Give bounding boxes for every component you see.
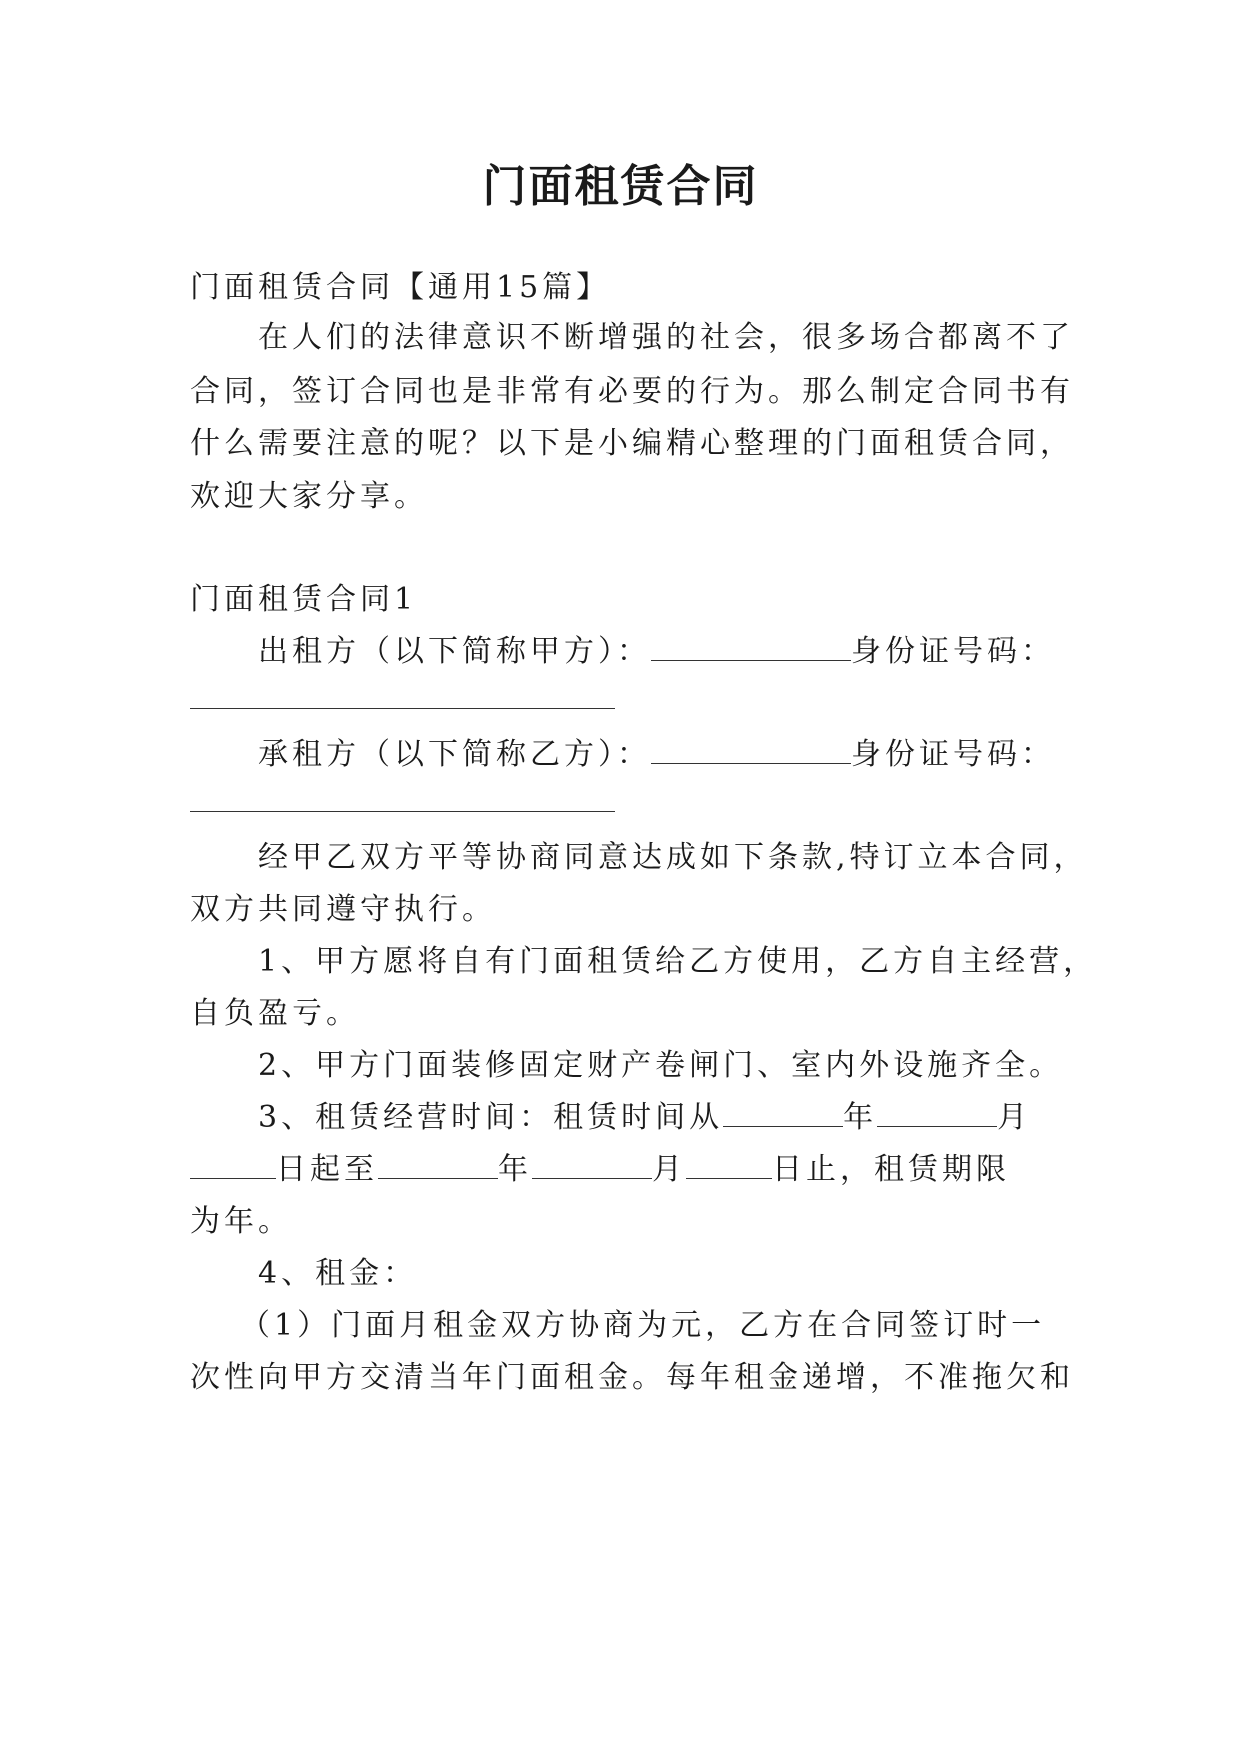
intro-line-3: 什么需要注意的呢？以下是小编精心整理的门面租赁合同， — [190, 426, 1074, 461]
intro-line-2: 合同，签订合同也是非常有必要的行为。那么制定合同书有 — [190, 374, 1074, 409]
intro-line-4: 欢迎大家分享。 — [190, 479, 428, 514]
document-title: 门面租赁合同 — [482, 161, 759, 212]
lessor-id-blank[interactable] — [190, 708, 615, 709]
clause-4-1-line-1: （1）门面月租金双方协商为元，乙方在合同签订时一 — [240, 1308, 1046, 1343]
lessee-label: 承租方（以下简称乙方）： — [258, 737, 651, 772]
end-day-blank[interactable] — [686, 1150, 772, 1179]
lessor-label: 出租方（以下简称甲方）： — [258, 634, 651, 669]
agreement-line-2: 双方共同遵守执行。 — [190, 892, 496, 927]
clause-3-line-3: 为年。 — [190, 1204, 292, 1239]
lessee-line — [258, 735, 1138, 775]
clause-3-line-1 — [258, 1098, 1138, 1138]
day-to-label: 日止，租赁期限 — [772, 1152, 1010, 1187]
month-label-2: 月 — [652, 1152, 686, 1187]
year-label-2: 年 — [498, 1152, 532, 1187]
end-month-blank[interactable] — [532, 1150, 652, 1179]
clause-4: 4、租金： — [258, 1256, 418, 1291]
start-year-blank[interactable] — [723, 1098, 843, 1127]
clause-2: 2、甲方门面装修固定财产卷闸门、室内外设施齐全。 — [258, 1048, 1064, 1083]
day-from-label: 日起至 — [276, 1152, 378, 1187]
lessee-id-blank[interactable] — [190, 811, 615, 812]
clause-3-label: 3、租赁经营时间：租赁时间从 — [258, 1100, 724, 1135]
section-heading: 门面租赁合同1 — [190, 582, 418, 617]
clause-4-1-line-2: 次性向甲方交清当年门面租金。每年租金递增，不准拖欠和 — [190, 1360, 1074, 1395]
lessee-name-blank[interactable] — [651, 735, 851, 764]
start-month-blank[interactable] — [877, 1098, 997, 1127]
month-label: 月 — [997, 1100, 1032, 1135]
agreement-line-1: 经甲乙双方平等协商同意达成如下条款,特订立本合同， — [258, 840, 1088, 875]
intro-line-1: 在人们的法律意识不断增强的社会，很多场合都离不了 — [258, 320, 1074, 355]
clause-1-line-1: 1、甲方愿将自有门面租赁给乙方使用，乙方自主经营， — [258, 944, 1098, 979]
lessee-id-label: 身份证号码： — [851, 737, 1055, 772]
clause-3-line-2 — [190, 1150, 1070, 1190]
year-label: 年 — [843, 1100, 878, 1135]
end-year-blank[interactable] — [378, 1150, 498, 1179]
start-day-blank[interactable] — [190, 1150, 276, 1179]
clause-1-line-2: 自负盈亏。 — [190, 996, 360, 1031]
lessor-id-label: 身份证号码： — [851, 634, 1055, 669]
subtitle: 门面租赁合同【通用15篇】 — [190, 270, 611, 305]
lessor-name-blank[interactable] — [651, 632, 851, 661]
lessor-line — [258, 632, 1138, 672]
